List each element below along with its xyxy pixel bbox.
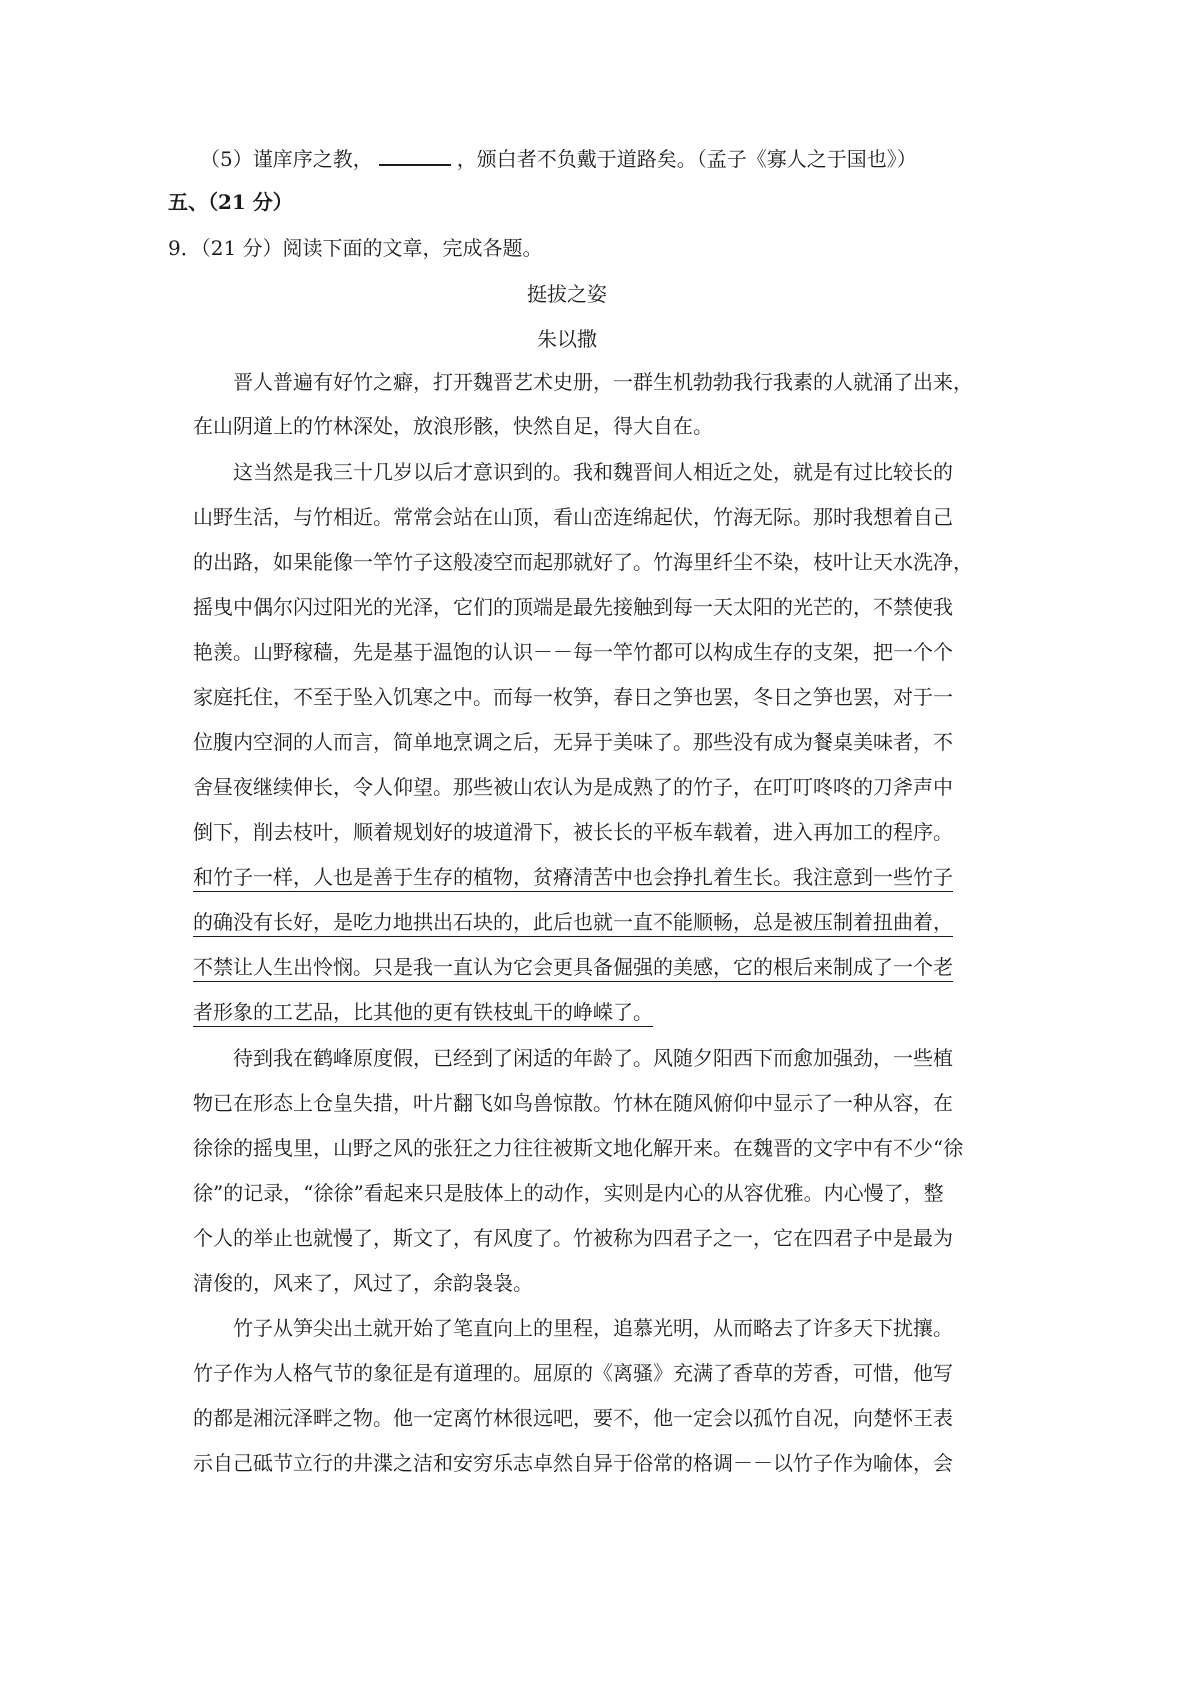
article-line: 竹子从笋尖出土就开始了笔直向上的里程，追慕光明，从而略去了许多天下扰攘。	[233, 1316, 953, 1340]
item-5-prefix: （5）谨庠序之教，	[200, 147, 373, 171]
article-line: 的出路，如果能像一竿竹子这般凌空而起那就好了。竹海里纤尘不染，枝叶让天水洗净，	[193, 550, 973, 574]
item-5-suffix: ，颁白者不负戴于道路矣。（孟子《寡人之于国也》）	[456, 147, 917, 171]
question-item-5	[200, 142, 917, 174]
underlined-line: 者形象的工艺品，比其他的更有铁枝虬干的峥嵘了。	[193, 1000, 653, 1024]
article-line: 徐徐的摇曳里，山野之风的张狂之力往往被斯文地化解开来。在魏晋的文字中有不少“徐	[193, 1136, 964, 1160]
article-title: 挺拔之姿	[527, 282, 607, 306]
article-line: 倒下，削去枝叶，顺着规划好的坡道滑下，被长长的平板车载着，进入再加工的程序。	[193, 820, 953, 844]
article-line: 晋人普遍有好竹之癖，打开魏晋艺术史册，一群生机勃勃我行我素的人就涌了出来，	[233, 370, 973, 394]
article-line: 摇曳中偶尔闪过阳光的光泽，它们的顶端是最先接触到每一天太阳的光芒的，不禁使我	[193, 595, 953, 619]
answer-blank[interactable]	[379, 142, 451, 166]
article-line: 清俊的，风来了，风过了，余韵袅袅。	[193, 1271, 533, 1295]
article-line: 在山阴道上的竹林深处，放浪形骸，快然自足，得大自在。	[193, 414, 713, 438]
article-line: 艳羡。山野稼穑，先是基于温饱的认识－－每一竿竹都可以构成生存的支架，把一个个	[193, 640, 953, 664]
article-line: 待到我在鹤峰原度假，已经到了闲适的年龄了。风随夕阳西下而愈加强劲，一些植	[233, 1046, 953, 1070]
article-line: 山野生活，与竹相近。常常会站在山顶，看山峦连绵起伏，竹海无际。那时我想着自己	[193, 505, 953, 529]
underlined-line: 和竹子一样，人也是善于生存的植物，贫瘠清苦中也会挣扎着生长。我注意到一些竹子	[193, 865, 953, 889]
article-line: 家庭托住，不至于坠入饥寒之中。而每一枚笋，春日之笋也罢，冬日之笋也罢，对于一	[193, 685, 953, 709]
article-line: 位腹内空洞的人而言，简单地烹调之后，无异于美味了。那些没有成为餐桌美味者，不	[193, 730, 953, 754]
section-heading: 五、（21 分）	[168, 190, 293, 214]
article-line: 的都是湘沅泽畔之物。他一定离竹林很远吧，要不，他一定会以孤竹自况，向楚怀王表	[193, 1406, 953, 1430]
underlined-line: 的确没有长好，是吃力地拱出石块的，此后也就一直不能顺畅，总是被压制着扭曲着，	[193, 910, 953, 934]
article-line: 徐”的记录，“徐徐”看起来只是肢体上的动作，实则是内心的从容优雅。内心慢了，整	[193, 1181, 944, 1205]
article-line: 舍昼夜继续伸长，令人仰望。那些被山农认为是成熟了的竹子，在叮叮咚咚的刀斧声中	[193, 775, 953, 799]
article-line: 示自己砥节立行的井渫之洁和安穷乐志卓然自异于俗常的格调－－以竹子作为喻体，会	[193, 1451, 953, 1475]
article-line: 物已在形态上仓皇失措，叶片翻飞如鸟兽惊散。竹林在随风俯仰中显示了一种从容，在	[193, 1091, 953, 1115]
article-line: 个人的举止也就慢了，斯文了，有风度了。竹被称为四君子之一，它在四君子中是最为	[193, 1226, 953, 1250]
question-prompt: 9．（21 分）阅读下面的文章，完成各题。	[168, 236, 543, 260]
article-line: 这当然是我三十几岁以后才意识到的。我和魏晋间人相近之处，就是有过比较长的	[233, 460, 953, 484]
article-author: 朱以撒	[537, 327, 597, 351]
underlined-line: 不禁让人生出怜悯。只是我一直认为它会更具备倔强的美感，它的根后来制成了一个老	[193, 955, 953, 979]
article-line: 竹子作为人格气节的象征是有道理的。屈原的《离骚》充满了香草的芳香，可惜，他写	[193, 1361, 953, 1385]
